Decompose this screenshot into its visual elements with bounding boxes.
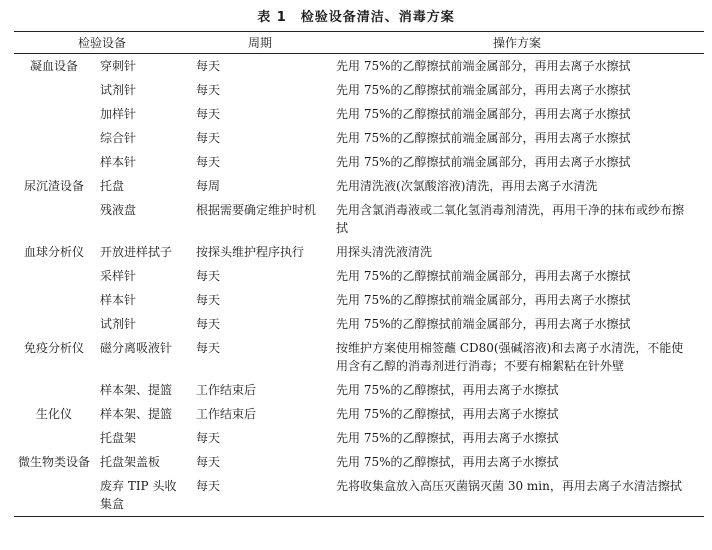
category-cell: 血球分析仪: [23, 245, 84, 259]
equipment-item-cell: 托盘: [100, 179, 125, 193]
category-cell: 尿沉渣设备: [23, 179, 84, 193]
equipment-item-cell: 磁分离吸液针: [100, 341, 173, 355]
table-row: [14, 126, 704, 150]
table-header-row: [14, 32, 704, 54]
equipment-item-cell: 样本针: [100, 155, 137, 169]
period-cell: 工作结束后: [196, 383, 257, 397]
category-cell: [14, 78, 94, 102]
table-row: [14, 474, 704, 517]
plan-cell: 先用 75%的乙醇擦拭，再用去离子水擦拭: [336, 407, 559, 421]
plan-cell: 先用 75%的乙醇擦拭前端金属部分，再用去离子水擦拭: [336, 155, 631, 169]
equipment-item-cell: 样本架、提篮: [100, 383, 173, 397]
equipment-item-cell: 托盘架盖板: [100, 455, 161, 469]
plan-cell: 先用 75%的乙醇擦拭，再用去离子水擦拭: [336, 383, 559, 397]
period-cell: 工作结束后: [196, 407, 257, 421]
period-cell: 每天: [196, 269, 221, 283]
category-cell: [14, 474, 94, 517]
period-cell: 每天: [196, 293, 221, 307]
table-row: [14, 240, 704, 264]
period-cell: 每天: [196, 131, 221, 145]
header-plan: 操作方案: [330, 32, 704, 54]
period-cell: 每天: [196, 455, 221, 469]
category-cell: 微生物类设备: [17, 455, 90, 469]
period-cell: 每天: [196, 431, 221, 445]
table-row: [14, 174, 704, 198]
period-cell: 每天: [196, 83, 221, 97]
table-row: [14, 426, 704, 450]
period-cell: 每天: [196, 155, 221, 169]
plan-cell: 先用 75%的乙醇擦拭前端金属部分，再用去离子水擦拭: [336, 107, 631, 121]
period-cell: 每天: [196, 341, 221, 355]
plan-cell: 先将收集盒放入高压灭菌锅灭菌 30 min，再用去离子水清洁擦拭: [330, 474, 704, 517]
equipment-item-cell: 残液盘: [100, 203, 137, 217]
equipment-item-cell: 废弃 TIP 头收集盒: [94, 474, 190, 517]
plan-cell: 先用 75%的乙醇擦拭，再用去离子水擦拭: [336, 455, 559, 469]
cleaning-scheme-table: [14, 31, 704, 517]
category-cell: [14, 378, 94, 402]
period-cell: 根据需要确定维护时机: [196, 203, 317, 217]
period-cell: 每天: [190, 474, 330, 517]
table-row: [14, 402, 704, 426]
table-title-text: 检验设备清洁、消毒方案: [300, 10, 455, 25]
plan-cell: 先用 75%的乙醇擦拭，再用去离子水擦拭: [336, 431, 559, 445]
plan-cell: 按维护方案使用棉签蘸 CD80(强碱溶液)和去离子水清洗，不能使用含有乙醇的消毒剂进行消毒；不要有棉絮粘在针外壁: [336, 341, 684, 373]
plan-cell: 先用 75%的乙醇擦拭前端金属部分，再用去离子水擦拭: [336, 83, 631, 97]
table-row: [14, 78, 704, 102]
period-cell: 每周: [196, 179, 221, 193]
header-period: 周期: [190, 32, 330, 54]
category-cell: 生化仪: [35, 407, 72, 421]
equipment-item-cell: 综合针: [100, 131, 137, 145]
table-number: 表 1: [257, 10, 287, 25]
table-row: [14, 102, 704, 126]
period-cell: 每天: [196, 107, 221, 121]
table-row: [14, 378, 704, 402]
table-row: [14, 54, 704, 79]
plan-cell: 用探头清洗液清洗: [336, 245, 433, 259]
equipment-item-cell: 托盘架: [100, 431, 137, 445]
equipment-item-cell: 加样针: [100, 107, 137, 121]
period-cell: 每天: [196, 317, 221, 331]
plan-cell: 先用 75%的乙醇擦拭前端金属部分，再用去离子水擦拭: [336, 269, 631, 283]
category-cell: 凝血设备: [29, 59, 78, 73]
category-cell: [14, 426, 94, 450]
equipment-item-cell: 开放进样拭子: [100, 245, 173, 259]
table-row: [14, 288, 704, 312]
category-cell: [14, 198, 94, 240]
category-cell: [14, 264, 94, 288]
equipment-item-cell: 试剂针: [100, 317, 137, 331]
plan-cell: 先用 75%的乙醇擦拭前端金属部分，再用去离子水擦拭: [336, 293, 631, 307]
plan-cell: 先用 75%的乙醇擦拭前端金属部分，再用去离子水擦拭: [336, 317, 631, 331]
equipment-item-cell: 样本架、提篮: [100, 407, 173, 421]
period-cell: 每天: [196, 59, 221, 73]
category-cell: 免疫分析仪: [23, 341, 84, 355]
plan-cell: 先用 75%的乙醇擦拭前端金属部分，再用去离子水擦拭: [336, 59, 631, 73]
table-row: [14, 450, 704, 474]
table-row: [14, 264, 704, 288]
period-cell: 按探头维护程序执行: [196, 245, 305, 259]
table-title: [0, 6, 712, 25]
table-row: [14, 312, 704, 336]
plan-cell: 先用 75%的乙醇擦拭前端金属部分，再用去离子水擦拭: [336, 131, 631, 145]
equipment-item-cell: 试剂针: [100, 83, 137, 97]
table-row: [14, 198, 704, 240]
plan-cell: 先用含氯消毒液或二氧化氢消毒剂清洗，再用干净的抹布或纱布擦拭: [336, 203, 685, 235]
table-row: [14, 336, 704, 378]
plan-cell: 先用清洗液(次氯酸溶液)清洗，再用去离子水清洗: [336, 179, 598, 193]
table-row: [14, 150, 704, 174]
category-cell: [14, 288, 94, 312]
equipment-item-cell: 穿刺针: [100, 59, 137, 73]
header-equipment: 检验设备: [14, 32, 190, 54]
table-body: [14, 54, 704, 517]
category-cell: [14, 126, 94, 150]
category-cell: [14, 312, 94, 336]
category-cell: [14, 150, 94, 174]
equipment-item-cell: 采样针: [100, 269, 137, 283]
equipment-item-cell: 样本针: [100, 293, 137, 307]
category-cell: [14, 102, 94, 126]
